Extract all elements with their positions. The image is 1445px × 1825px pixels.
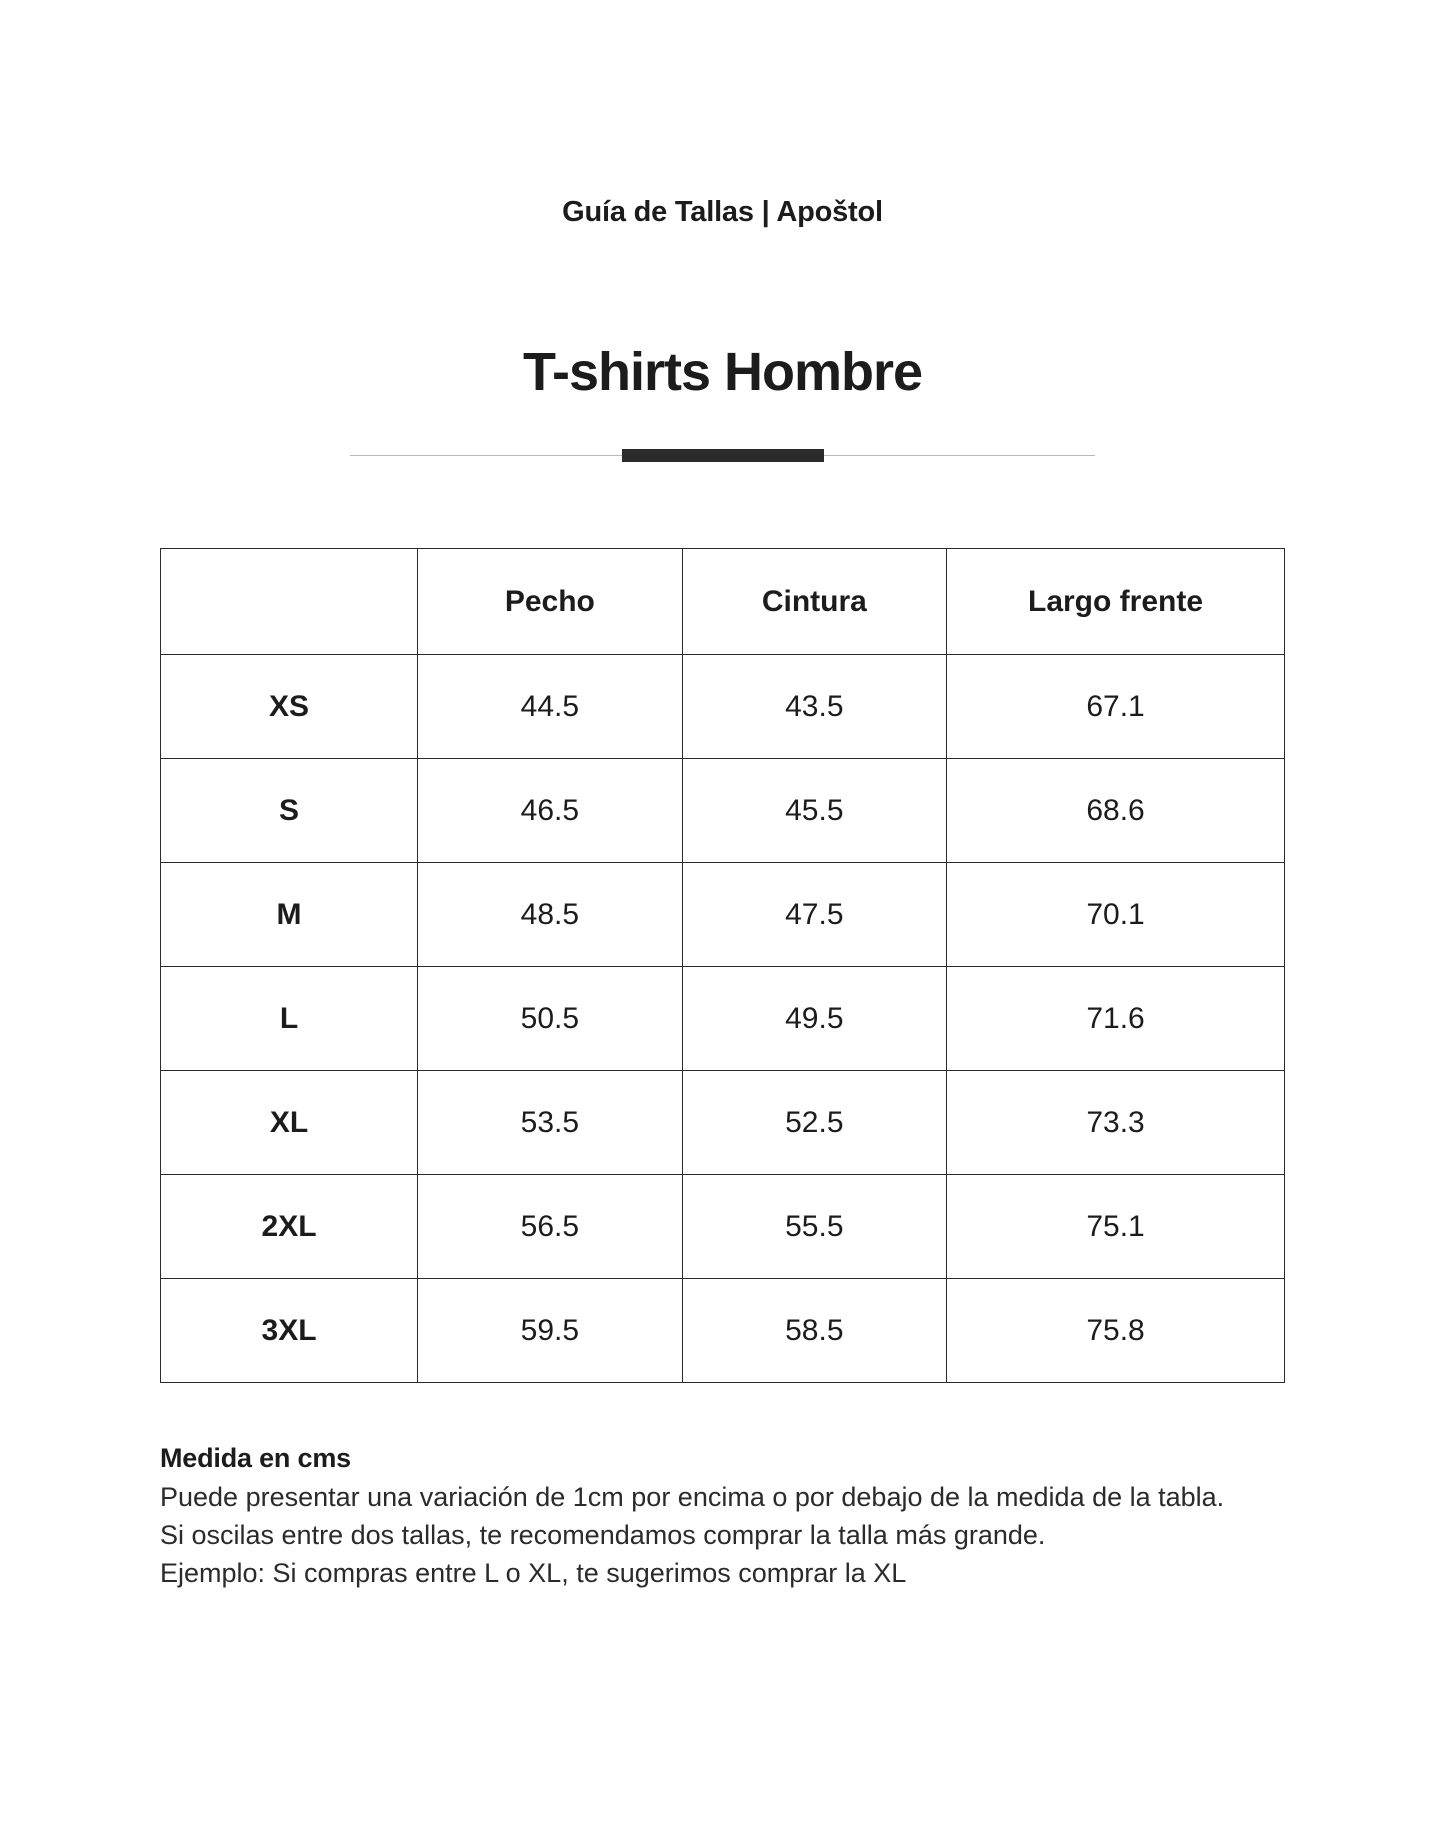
size-chart-table [160, 548, 1285, 1383]
table-row [161, 759, 1285, 863]
cell-cintura: 49.5 [682, 967, 946, 1071]
cell-largo-frente: 73.3 [947, 1071, 1285, 1175]
row-size-label: XL [161, 1071, 418, 1175]
row-size-label: L [161, 967, 418, 1071]
table-header-cintura: Cintura [682, 549, 946, 655]
table-row [161, 1071, 1285, 1175]
table-row [161, 863, 1285, 967]
table-row [161, 1175, 1285, 1279]
title-divider [350, 449, 1095, 463]
cell-cintura: 43.5 [682, 655, 946, 759]
row-size-label: S [161, 759, 418, 863]
table-row [161, 967, 1285, 1071]
cell-cintura: 47.5 [682, 863, 946, 967]
page-title: T-shirts Hombre [522, 342, 923, 402]
table-row [161, 655, 1285, 759]
cell-pecho: 44.5 [418, 655, 682, 759]
table-body [161, 655, 1285, 1383]
divider-block [622, 449, 824, 462]
cell-largo-frente: 75.8 [947, 1279, 1285, 1383]
notes-line-3: Ejemplo: Si compras entre L o XL, te sugerimos comprar la XL [160, 1557, 907, 1588]
table-header-largo-frente: Largo frente [947, 549, 1285, 655]
cell-largo-frente: 67.1 [947, 655, 1285, 759]
row-size-label: M [161, 863, 418, 967]
cell-largo-frente: 75.1 [947, 1175, 1285, 1279]
notes-line-1: Puede presentar una variación de 1cm por encima o por debajo de la medida de la tabla. [160, 1482, 1225, 1512]
table-header-row [161, 549, 1285, 655]
cell-largo-frente: 71.6 [947, 967, 1285, 1071]
notes-line-2: Si oscilas entre dos tallas, te recomendamos comprar la talla más grande. [160, 1519, 1046, 1550]
notes-section [160, 1443, 1310, 1592]
cell-cintura: 58.5 [682, 1279, 946, 1383]
cell-pecho: 50.5 [418, 967, 682, 1071]
row-size-label: 2XL [161, 1175, 418, 1279]
cell-pecho: 53.5 [418, 1071, 682, 1175]
cell-pecho: 56.5 [418, 1175, 682, 1279]
cell-cintura: 52.5 [682, 1071, 946, 1175]
table-header [161, 549, 1285, 655]
row-size-label: 3XL [161, 1279, 418, 1383]
cell-cintura: 55.5 [682, 1175, 946, 1279]
notes-title: Medida en cms [160, 1443, 351, 1473]
cell-pecho: 46.5 [418, 759, 682, 863]
cell-largo-frente: 70.1 [947, 863, 1285, 967]
row-size-label: XS [161, 655, 418, 759]
table-header-pecho: Pecho [418, 549, 682, 655]
cell-largo-frente: 68.6 [947, 759, 1285, 863]
cell-cintura: 45.5 [682, 759, 946, 863]
cell-pecho: 48.5 [418, 863, 682, 967]
table-header-corner [161, 549, 418, 655]
brand-title: Guía de Tallas | Apoštol [562, 196, 883, 228]
table-row [161, 1279, 1285, 1383]
cell-pecho: 59.5 [418, 1279, 682, 1383]
